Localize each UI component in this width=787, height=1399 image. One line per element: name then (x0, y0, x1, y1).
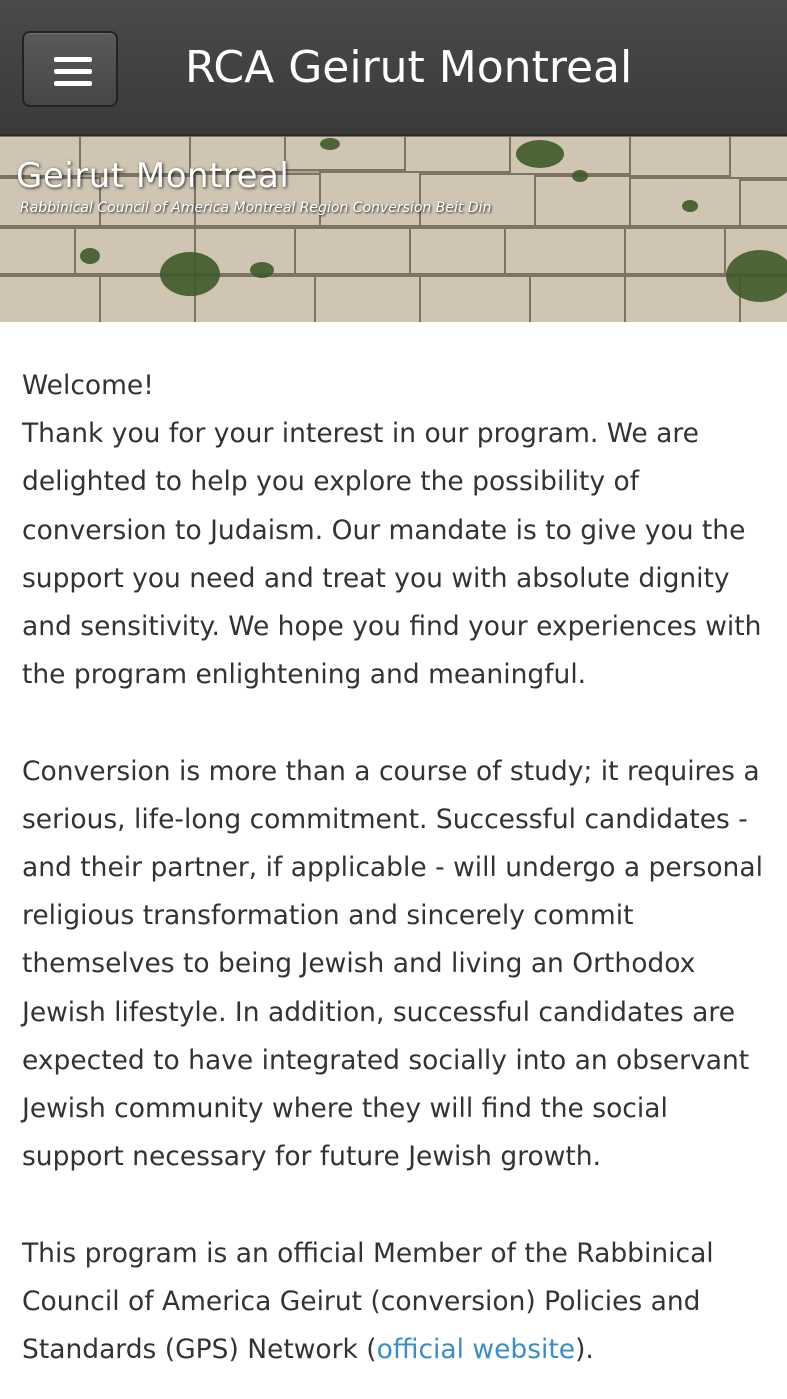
hamburger-menu-icon (54, 81, 92, 86)
commitment-paragraph: Conversion is more than a course of study; it requires a serious, life-long commitment. Successful candidates - and their partner, if applicable - will undergo a personal religious transformation and sincerely commit themselves to being Jewish and living an Orthodox Jewish lifestyle. In addition, successful candidates are expected to have integrated socially into an observant Jewish community where they will find the social support necessary for future Jewish growth. (22, 755, 763, 1173)
banner-title: Geirut Montreal (16, 156, 290, 196)
intro-paragraph: Thank you for your interest in our program. We are delighted to help you explore the possibility of conversion to Judaism. Our mandate is to give you the support you need and treat you with absolute dignity and sensitivity. We hope you find your experiences with the program enlightening and meaningful. (22, 418, 762, 691)
welcome-heading: Welcome! (22, 370, 154, 401)
header-banner (0, 136, 787, 322)
membership-text: This program is an official Member of the Rabbinical Council of America Geirut (conversion) Policies and Standards (GPS) Network ( (22, 1237, 714, 1366)
hamburger-menu-icon (54, 69, 92, 74)
banner-subtitle: Rabbinical Council of America Montreal Region Conversion Beit Din (20, 200, 492, 216)
site-title[interactable]: RCA Geirut Montreal (185, 42, 633, 93)
official-website-link[interactable]: official website (376, 1334, 576, 1366)
top-navbar (0, 0, 787, 136)
membership-text-end: ). (575, 1334, 594, 1366)
membership-paragraph (22, 1230, 767, 1375)
hamburger-menu-icon (54, 57, 92, 62)
hamburger-menu-button[interactable] (22, 31, 118, 107)
main-content (22, 362, 767, 1374)
